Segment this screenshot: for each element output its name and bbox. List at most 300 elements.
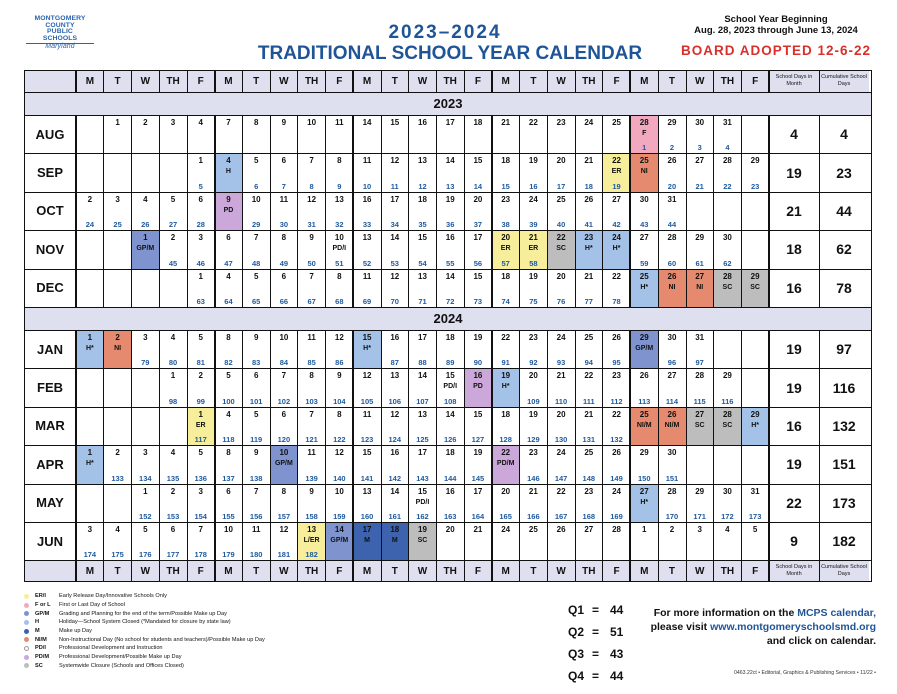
grid-line — [491, 70, 493, 92]
day-cell — [575, 368, 603, 406]
day-number: 29 — [639, 333, 649, 342]
day-cell — [409, 368, 437, 406]
day-cell — [325, 445, 353, 483]
school-day-count: 123 — [360, 435, 374, 445]
school-day-count: 68 — [335, 296, 344, 306]
school-day-count: 53 — [390, 258, 399, 268]
day-number: 6 — [198, 194, 203, 204]
day-cell — [325, 230, 353, 268]
school-day-count: 14 — [473, 181, 483, 191]
grid-line — [325, 70, 326, 92]
day-number: 2 — [115, 333, 120, 342]
grid-line — [24, 484, 872, 485]
legend-item — [24, 627, 384, 636]
grid-line — [686, 330, 687, 560]
day-code: H* — [85, 345, 94, 352]
day-number: 22 — [612, 409, 621, 419]
grid-line — [24, 522, 872, 523]
weekday-header: TH — [575, 560, 603, 582]
school-day-count: 75 — [529, 296, 538, 306]
day-number: 1 — [143, 233, 148, 243]
grid-line — [187, 560, 188, 582]
day-cell — [547, 484, 575, 522]
grid-line — [214, 330, 216, 560]
day-cell — [714, 484, 742, 522]
day-cell — [464, 192, 492, 230]
grid-line — [686, 560, 687, 582]
day-number: 7 — [309, 156, 314, 166]
day-number: 24 — [501, 525, 511, 534]
grid-line — [24, 330, 872, 331]
day-cell — [270, 269, 298, 307]
weekday-header: TH — [159, 70, 187, 92]
school-day-count: 158 — [305, 511, 318, 521]
school-day-count: 74 — [501, 296, 510, 306]
day-cell — [242, 192, 270, 230]
day-number: 31 — [667, 194, 677, 204]
day-number: 30 — [722, 486, 732, 496]
day-number: 23 — [501, 194, 511, 204]
days-in-month: 18 — [769, 230, 819, 268]
school-day-count: 81 — [196, 358, 205, 368]
cumulative-days: 173 — [819, 484, 869, 522]
day-number: 25 — [556, 194, 566, 204]
day-number: 20 — [556, 156, 566, 166]
day-cell — [381, 484, 409, 522]
day-cell — [603, 484, 631, 522]
day-number: 8 — [309, 371, 314, 381]
legend-color-dot — [24, 603, 29, 608]
day-number: 29 — [695, 233, 705, 243]
day-cell — [658, 192, 686, 230]
day-number: 7 — [281, 371, 287, 381]
day-cell — [630, 192, 658, 230]
school-day-count: 146 — [527, 473, 540, 483]
day-cell — [436, 330, 464, 368]
day-cell — [630, 269, 658, 307]
day-cell — [658, 484, 686, 522]
school-day-count: 181 — [277, 550, 291, 560]
day-cell — [159, 484, 187, 522]
day-number: 11 — [362, 271, 372, 281]
weekday-header: W — [131, 70, 159, 92]
day-number: 23 — [528, 333, 538, 342]
days-in-month: 21 — [769, 192, 819, 230]
school-day-count: 176 — [139, 550, 152, 560]
day-cell — [187, 522, 215, 560]
day-cell — [131, 484, 159, 522]
day-number: 11 — [307, 333, 316, 342]
day-code: SC — [417, 537, 428, 544]
day-cell — [630, 407, 658, 445]
day-number: 3 — [697, 525, 702, 534]
grid-line — [602, 70, 603, 92]
school-day-count: 85 — [307, 358, 316, 368]
day-number: 15 — [390, 118, 400, 127]
day-number: 4 — [198, 118, 203, 127]
board-adopted: BOARD ADOPTED 12-6-22 — [680, 43, 872, 58]
day-number: 2 — [669, 525, 675, 534]
day-cell — [603, 269, 631, 307]
day-cell — [187, 269, 215, 307]
legend-color-dot — [24, 655, 29, 660]
school-day-count: 127 — [471, 435, 485, 445]
day-number: 20 — [528, 371, 538, 381]
school-day-count: 105 — [360, 396, 374, 406]
school-day-count: 110 — [555, 396, 568, 406]
day-number: 1 — [115, 118, 120, 127]
school-day-count: 95 — [612, 358, 621, 368]
quarter-label: Q1 — [568, 603, 585, 617]
legend-code: SC — [35, 662, 43, 669]
day-number: 20 — [556, 271, 566, 281]
grid-line — [658, 330, 659, 560]
mcps-calendar-link[interactable]: MCPS calendar, — [797, 607, 876, 619]
weekday-header: M — [630, 70, 658, 92]
school-day-count: 102 — [277, 396, 291, 406]
day-cell — [381, 407, 409, 445]
day-cell — [353, 522, 381, 560]
cumulative-days: 182 — [819, 522, 869, 560]
day-number: 14 — [362, 118, 372, 127]
day-number: 10 — [307, 118, 317, 127]
day-cell — [436, 407, 464, 445]
school-day-count: 117 — [194, 435, 207, 445]
grid-line — [408, 115, 409, 307]
school-day-count: 182 — [305, 550, 318, 560]
grid-line — [658, 70, 659, 92]
day-cell — [603, 330, 631, 368]
month-name: AUG — [24, 115, 76, 153]
school-day-count: 130 — [554, 435, 568, 445]
day-number: 18 — [501, 409, 511, 419]
school-day-count: 112 — [610, 396, 623, 406]
day-number: 10 — [334, 233, 344, 243]
school-day-count: 132 — [610, 435, 623, 445]
day-number: 6 — [253, 371, 259, 381]
day-number: 26 — [667, 271, 677, 281]
school-day-count: 39 — [529, 220, 538, 230]
day-cell — [603, 407, 631, 445]
info-text: For more information on the — [653, 607, 798, 619]
day-cell — [242, 115, 270, 153]
year-label: 2023 — [24, 92, 872, 115]
day-number: 19 — [528, 409, 538, 419]
school-day-count: 166 — [527, 511, 540, 521]
logo-line: PUBLIC — [47, 28, 73, 36]
cumulative-days-header: Cumulative School Days — [819, 560, 869, 582]
day-cell — [242, 368, 270, 406]
grid-line — [187, 115, 188, 307]
day-number: 3 — [198, 233, 203, 243]
day-number: 6 — [226, 233, 231, 243]
day-number: 24 — [556, 333, 566, 342]
day-cell — [325, 522, 353, 560]
school-day-count: 133 — [111, 473, 124, 483]
day-number: 26 — [612, 333, 621, 342]
legend-text: Grading and Planning for the end of the term/Possible Make up Day — [59, 610, 227, 617]
days-in-month: 19 — [769, 445, 819, 483]
day-cell — [187, 407, 215, 445]
school-day-count: 115 — [693, 396, 706, 406]
grid-line — [24, 269, 872, 270]
day-number: 11 — [307, 448, 316, 458]
school-day-count: 11 — [390, 181, 399, 191]
day-number: 28 — [722, 409, 732, 419]
grid-line — [159, 70, 160, 92]
cumulative-days: 44 — [819, 192, 869, 230]
day-cell — [436, 115, 464, 153]
grid-line — [519, 560, 520, 582]
day-cell — [464, 368, 492, 406]
day-code: GP/M — [274, 460, 293, 468]
day-number: 15 — [362, 333, 372, 342]
day-cell — [630, 230, 658, 268]
grid-line — [270, 330, 271, 560]
day-cell — [492, 407, 520, 445]
day-number: 8 — [281, 486, 287, 496]
info-line-3: and click on calendar. — [766, 635, 876, 647]
grid-line — [819, 115, 820, 307]
school-year-line: School Year Beginning — [724, 14, 828, 25]
day-cell — [714, 368, 742, 406]
grid-line — [381, 115, 382, 307]
day-cell — [658, 445, 686, 483]
school-day-count: 57 — [501, 258, 510, 268]
day-number: 4 — [725, 525, 730, 534]
day-cell — [603, 115, 631, 153]
day-number: 24 — [584, 118, 594, 127]
day-number: 30 — [667, 448, 677, 458]
grid-line — [658, 560, 659, 582]
day-number: 27 — [695, 271, 705, 281]
day-number: 11 — [362, 409, 372, 419]
grid-line — [768, 70, 770, 92]
quarter-value: 43 — [610, 647, 624, 661]
day-code: ER — [528, 245, 539, 253]
day-number: 26 — [639, 371, 649, 381]
day-cell — [353, 484, 381, 522]
grid-line — [436, 70, 437, 92]
day-cell — [353, 330, 381, 368]
weekday-header: T — [104, 560, 132, 582]
legend-text: Early Release Day/Innovative Schools Only — [59, 593, 167, 600]
grid-line — [819, 330, 820, 560]
grid-line — [381, 330, 382, 560]
grid-line — [325, 560, 326, 582]
logo-state: Maryland — [26, 43, 94, 51]
day-cell — [603, 445, 631, 483]
school-day-count: 25 — [113, 220, 122, 230]
school-day-count: 174 — [83, 550, 97, 560]
school-day-count: 177 — [166, 550, 180, 560]
weekday-header: M — [215, 560, 243, 582]
grid-line — [741, 330, 742, 560]
cumulative-days: 132 — [819, 407, 869, 445]
legend-color-dot — [24, 611, 29, 616]
weekday-header: F — [464, 560, 492, 582]
day-cell — [686, 153, 714, 191]
day-cell — [658, 330, 686, 368]
day-cell — [215, 407, 243, 445]
day-cell — [492, 368, 520, 406]
school-day-count: 148 — [582, 473, 596, 483]
school-day-count: 149 — [610, 473, 623, 483]
day-cell — [520, 368, 548, 406]
day-cell — [298, 522, 326, 560]
school-day-count: 41 — [584, 220, 593, 230]
day-cell — [409, 269, 437, 307]
quarter-row — [568, 647, 630, 669]
day-number: 11 — [362, 156, 372, 166]
grid-line — [214, 115, 216, 307]
day-cell — [520, 522, 548, 560]
day-cell — [270, 522, 298, 560]
month-name: OCT — [24, 192, 76, 230]
day-number: 27 — [612, 194, 621, 204]
school-day-count: 141 — [360, 473, 374, 483]
school-day-count: 119 — [250, 435, 263, 445]
day-cell — [242, 407, 270, 445]
school-day-count: 80 — [168, 358, 178, 368]
day-cell — [464, 445, 492, 483]
day-cell — [575, 192, 603, 230]
quarter-row — [568, 669, 630, 691]
day-cell — [575, 230, 603, 268]
school-day-count: 59 — [640, 258, 649, 268]
grid-line — [602, 330, 603, 560]
day-number: 17 — [418, 448, 427, 458]
day-code: H — [225, 168, 231, 176]
day-cell — [603, 153, 631, 191]
day-cell — [131, 115, 159, 153]
day-code: GP/M — [136, 245, 155, 253]
day-cell — [658, 368, 686, 406]
school-day-count: 29 — [252, 220, 261, 230]
day-number: 7 — [253, 486, 259, 496]
day-cell — [741, 153, 769, 191]
day-number: 22 — [556, 233, 566, 243]
legend-code: M — [35, 628, 40, 635]
school-day-count: 161 — [388, 511, 402, 521]
day-cell — [575, 445, 603, 483]
day-number: 26 — [667, 156, 677, 166]
school-day-count: 4 — [725, 143, 730, 153]
weekday-header: F — [187, 70, 215, 92]
day-cell — [520, 484, 548, 522]
grid-line — [325, 115, 326, 307]
day-cell — [520, 115, 548, 153]
legend-item — [24, 653, 384, 662]
school-day-count: 47 — [224, 258, 233, 268]
school-day-count: 46 — [196, 258, 205, 268]
day-cell — [575, 153, 603, 191]
weekday-header: F — [325, 560, 353, 582]
school-day-count: 83 — [252, 358, 261, 368]
calendar-years: 2023–2024 — [388, 22, 502, 43]
day-number: 22 — [612, 271, 621, 281]
day-cell — [547, 192, 575, 230]
day-number: 25 — [584, 448, 594, 458]
school-day-count: 107 — [416, 396, 429, 406]
day-number: 17 — [473, 233, 483, 243]
day-cell — [381, 269, 409, 307]
day-code: GP/M — [330, 537, 349, 544]
day-number: 28 — [722, 271, 732, 281]
grid-line — [436, 560, 437, 582]
grid-line — [242, 115, 243, 307]
legend-color-dot — [24, 637, 29, 642]
day-code: NI/M — [636, 421, 652, 429]
day-cell — [575, 330, 603, 368]
day-cell — [603, 192, 631, 230]
school-day-count: 65 — [252, 296, 261, 306]
day-number: 21 — [584, 409, 594, 419]
day-cell — [242, 153, 270, 191]
day-cell — [741, 522, 769, 560]
day-number: 19 — [528, 156, 538, 166]
day-cell — [520, 445, 548, 483]
website-link[interactable]: www.montgomeryschoolsmd.org — [710, 621, 876, 633]
day-cell — [630, 330, 658, 368]
day-number: 24 — [556, 448, 566, 458]
grid-line — [686, 70, 687, 92]
day-number: 21 — [584, 271, 594, 281]
grid-line — [24, 407, 872, 408]
school-day-count: 1 — [642, 143, 647, 153]
day-code: H* — [363, 345, 371, 352]
weekday-header: T — [104, 70, 132, 92]
day-number: 19 — [501, 371, 511, 381]
weekday-header: W — [270, 70, 298, 92]
day-number: 29 — [750, 409, 760, 419]
day-cell — [630, 368, 658, 406]
school-day-count: 139 — [305, 473, 318, 483]
day-cell — [270, 115, 298, 153]
day-cell — [547, 230, 575, 268]
school-day-count: 32 — [335, 220, 344, 230]
day-cell — [575, 522, 603, 560]
day-number: 4 — [226, 409, 231, 419]
cumulative-days: 116 — [819, 368, 869, 406]
day-cell — [492, 153, 520, 191]
month-name: APR — [24, 445, 76, 483]
school-day-count: 54 — [418, 258, 427, 268]
calendar-title: TRADITIONAL SCHOOL YEAR CALENDAR — [257, 43, 643, 64]
legend-text: Professional Development/Possible Make up Day — [59, 654, 182, 661]
day-number: 28 — [639, 118, 649, 127]
more-info — [646, 606, 876, 648]
calendar-grid — [24, 70, 872, 592]
school-day-count: 150 — [637, 473, 651, 483]
day-number: 29 — [722, 371, 732, 381]
weekday-header: W — [270, 560, 298, 582]
cumulative-days: 23 — [819, 153, 869, 191]
day-cell — [159, 330, 187, 368]
school-day-count: 49 — [279, 258, 289, 268]
school-day-count: 30 — [279, 220, 289, 230]
day-cell — [714, 153, 742, 191]
school-day-count: 89 — [446, 358, 455, 368]
school-day-count: 173 — [748, 511, 762, 521]
grid-line — [75, 115, 77, 307]
day-cell — [159, 192, 187, 230]
day-number: 6 — [281, 271, 287, 281]
day-number: 24 — [528, 194, 538, 204]
day-number: 13 — [418, 156, 427, 166]
day-cell — [215, 230, 243, 268]
school-day-count: 178 — [194, 550, 207, 560]
